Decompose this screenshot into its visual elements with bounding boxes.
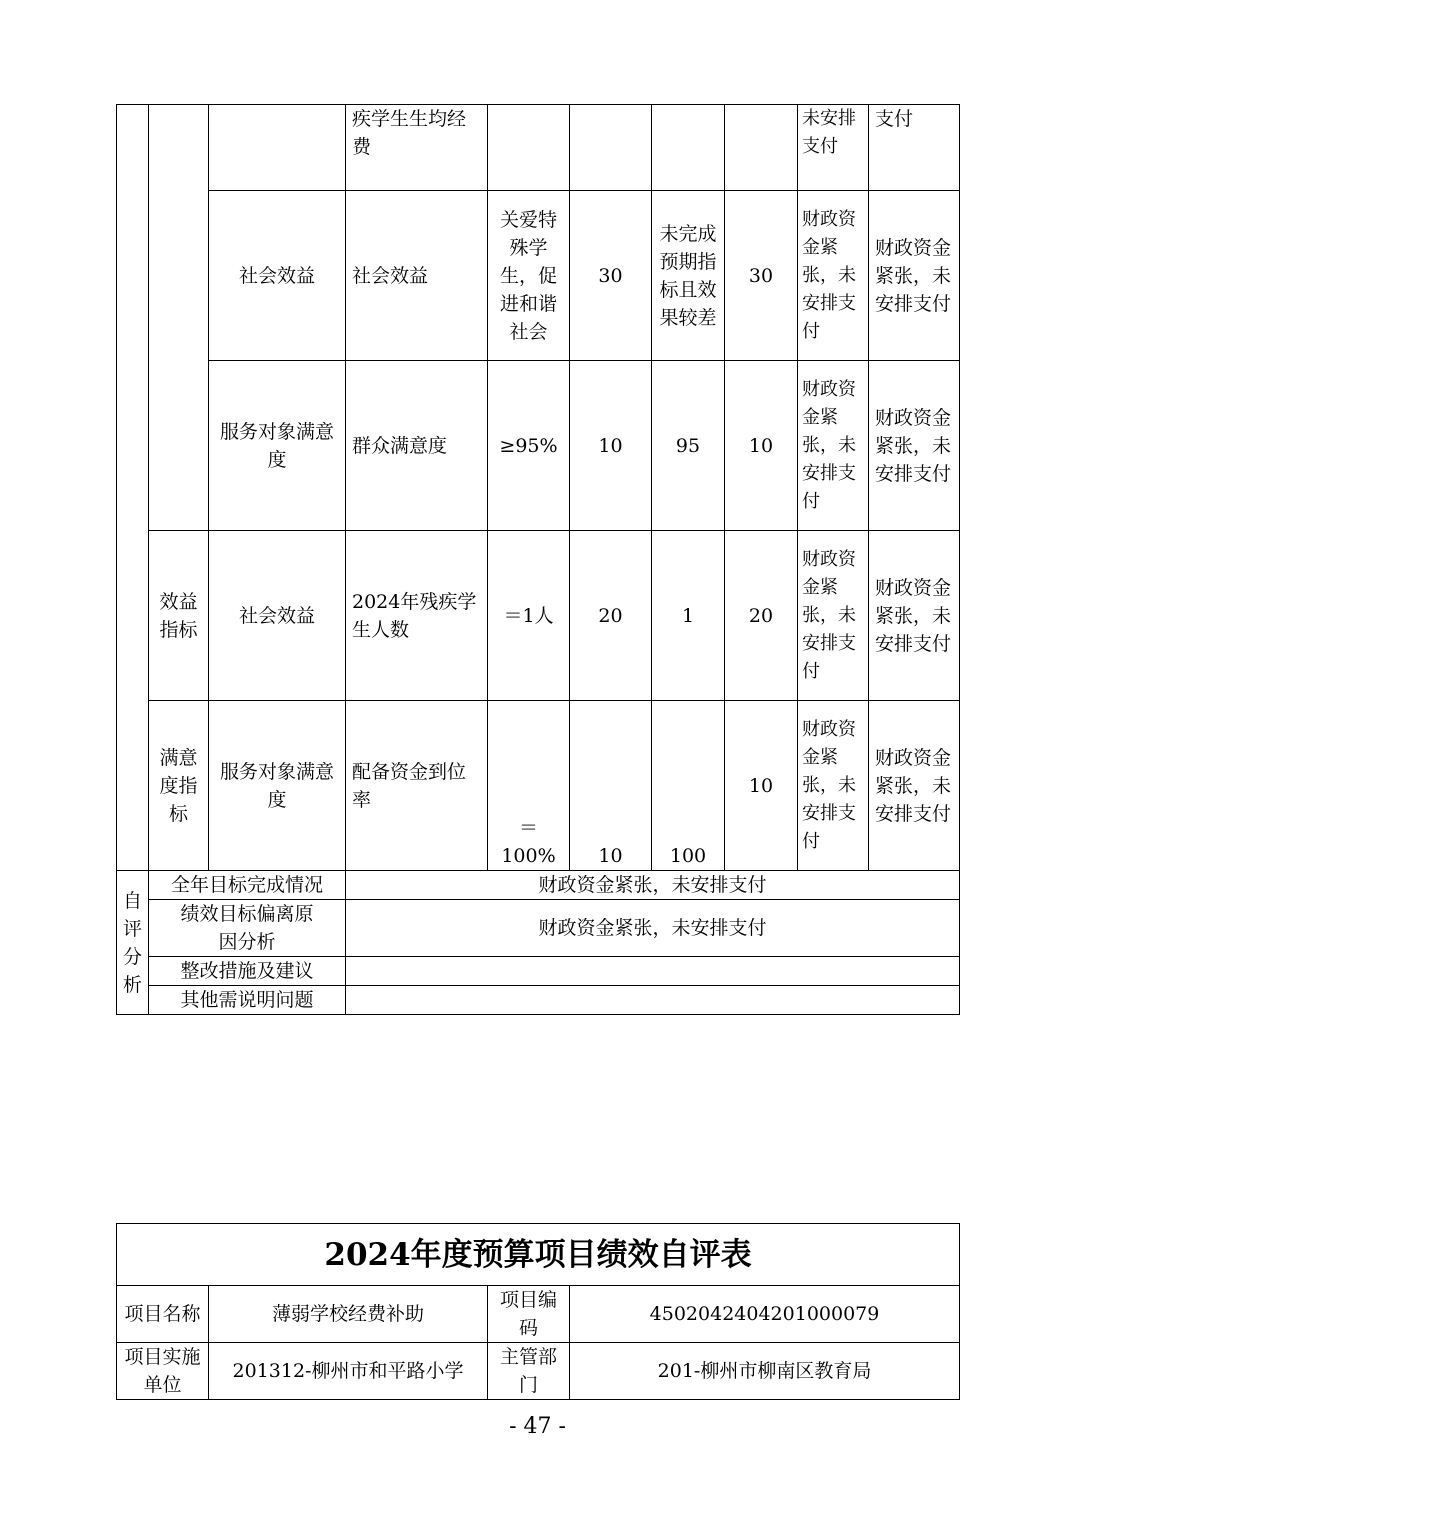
table-row: [117, 900, 960, 957]
indicator-cell: 配备资金到位率: [346, 701, 488, 871]
target-cell: ＝1人: [488, 531, 570, 701]
self-eval-row-label: 其他需说明问题: [149, 986, 346, 1015]
self-eval-row-value: [346, 986, 960, 1015]
page-number: - 47 -: [509, 1414, 566, 1439]
indicator-cell: 2024年残疾学生人数: [346, 531, 488, 701]
weight-cell: 30: [570, 191, 652, 361]
level3-cell: [209, 105, 346, 191]
self-eval-row-value: 财政资金紧张，未安排支付: [346, 871, 960, 900]
weight-cell: 10: [570, 701, 652, 871]
dept-label: 主管部门: [488, 1343, 570, 1400]
impl-unit-value: 201312-柳州市和平路小学: [209, 1343, 488, 1400]
table-row: [117, 105, 960, 191]
measure-cell: 财政资金紧张，未安排支付: [869, 701, 960, 871]
table-row: [117, 361, 960, 531]
target-cell: ＝100%: [488, 701, 570, 871]
impl-unit-label: 项目实施单位: [117, 1343, 209, 1400]
table-row: [117, 1224, 960, 1286]
weight-cell: 10: [570, 361, 652, 531]
cause-cell: 未安排支付: [798, 105, 869, 191]
measure-cell: 财政资金紧张，未安排支付: [869, 361, 960, 531]
indicator-cell: 疾学生生均经费: [346, 105, 488, 191]
performance-table: [116, 104, 960, 1015]
score-cell: 10: [725, 361, 798, 531]
weight-cell: [570, 105, 652, 191]
project-code-value: 4502042404201000079: [570, 1286, 960, 1343]
project-name-label: 项目名称: [117, 1286, 209, 1343]
project-name-value: 薄弱学校经费补助: [209, 1286, 488, 1343]
cause-cell: 财政资金紧张，未安排支付: [798, 191, 869, 361]
table-row: [117, 1286, 960, 1343]
level1-cell: [117, 105, 149, 871]
table-row: [117, 986, 960, 1015]
actual-cell: 1: [652, 531, 725, 701]
table-row: [117, 701, 960, 871]
dept-value: 201-柳州市柳南区教育局: [570, 1343, 960, 1400]
actual-cell: 95: [652, 361, 725, 531]
level3-cell: 服务对象满意度: [209, 361, 346, 531]
self-eval-row-label: 整改措施及建议: [149, 957, 346, 986]
weight-cell: 20: [570, 531, 652, 701]
form-title: 2024年度预算项目绩效自评表: [117, 1224, 960, 1286]
actual-cell: 100: [652, 701, 725, 871]
self-eval-row-value: 财政资金紧张，未安排支付: [346, 900, 960, 957]
score-cell: [725, 105, 798, 191]
cause-cell: 财政资金紧张，未安排支付: [798, 531, 869, 701]
actual-cell: 未完成预期指标且效果较差: [652, 191, 725, 361]
level3-cell: 社会效益: [209, 531, 346, 701]
self-eval-row-label: 绩效目标偏离原因分析: [149, 900, 346, 957]
level3-cell: 社会效益: [209, 191, 346, 361]
indicator-cell: 群众满意度: [346, 361, 488, 531]
table-row: [117, 531, 960, 701]
score-cell: 10: [725, 701, 798, 871]
self-eval-row-value: [346, 957, 960, 986]
self-eval-label: 自评分析: [117, 871, 149, 1015]
level2-cell: [149, 105, 209, 531]
table-row: [117, 871, 960, 900]
table-row: [117, 191, 960, 361]
level3-cell: 服务对象满意度: [209, 701, 346, 871]
score-cell: 20: [725, 531, 798, 701]
level2-cell: 满意度指标: [149, 701, 209, 871]
measure-cell: 财政资金紧张，未安排支付: [869, 531, 960, 701]
score-cell: 30: [725, 191, 798, 361]
target-cell: 关爱特殊学生，促进和谐社会: [488, 191, 570, 361]
cause-cell: 财政资金紧张，未安排支付: [798, 701, 869, 871]
self-eval-row-label: 全年目标完成情况: [149, 871, 346, 900]
target-cell: ≥95%: [488, 361, 570, 531]
table-row: [117, 1343, 960, 1400]
level2-cell: 效益指标: [149, 531, 209, 701]
indicator-cell: 社会效益: [346, 191, 488, 361]
project-header-table: [116, 1223, 960, 1400]
target-cell: [488, 105, 570, 191]
table-row: [117, 957, 960, 986]
actual-cell: [652, 105, 725, 191]
project-code-label: 项目编码: [488, 1286, 570, 1343]
cause-cell: 财政资金紧张，未安排支付: [798, 361, 869, 531]
measure-cell: 支付: [869, 105, 960, 191]
measure-cell: 财政资金紧张，未安排支付: [869, 191, 960, 361]
